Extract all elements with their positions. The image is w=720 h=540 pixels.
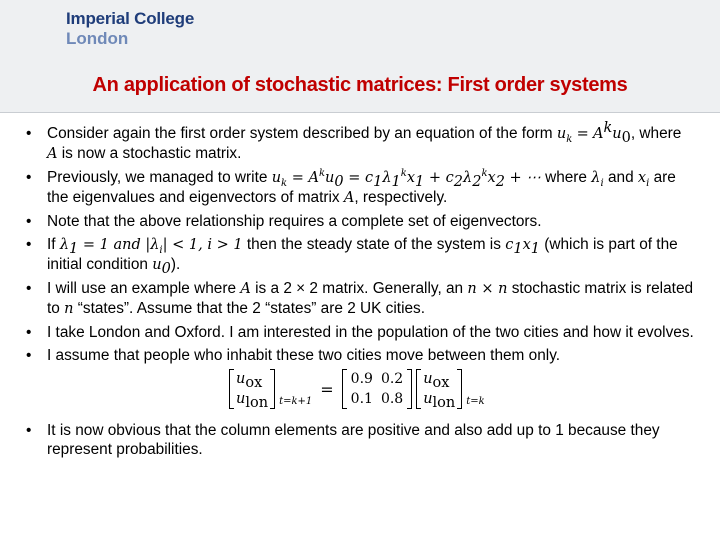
bullet-item-7: • I assume that people who inhabit these two cities move between them only. xyxy=(26,347,561,364)
matrix-equation xyxy=(26,369,696,415)
slide-header xyxy=(0,0,720,113)
math-condition: $\lambda_1 = 1$ and $|\lambda_i| < 1$, i > 1 xyxy=(59,237,243,257)
bullet-marker: • xyxy=(26,125,32,142)
bullet-item-3: • Note that the above relationship requires a complete set of eigenvectors. xyxy=(26,213,542,230)
bullet-item-5: • I will use an example where A is a 2 × 2 matrix. Generally, an n × n stochastic matrix is related to n “states”. Assume that the 2 “states” are 2 UK cities. xyxy=(26,280,694,317)
matrix-cell: 0.8 xyxy=(380,391,404,407)
math-uk-eq: $u_k$ xyxy=(556,126,573,145)
matrix-cell: 0.2 xyxy=(380,371,404,387)
logo-line-2: London xyxy=(66,29,129,48)
logo-line-1: Imperial College xyxy=(66,9,195,28)
matrix-cell: 0.9 xyxy=(350,371,373,387)
lhs-subscript: t=k+1 xyxy=(279,396,313,407)
lhs-vector: $u_{ox}$ $u_{lon}$ xyxy=(229,369,275,409)
imperial-college-logo xyxy=(66,9,194,49)
bullet-marker: • xyxy=(26,236,32,253)
equals-sign: = xyxy=(320,379,334,399)
slide-content xyxy=(26,119,696,463)
bullet-marker: • xyxy=(26,169,32,186)
rhs-vector: $u_{ox}$ $u_{lon}$ xyxy=(416,369,462,409)
bullet-item-6: • I take London and Oxford. I am interested in the population of the two cities and how it evolves. xyxy=(26,324,694,341)
transition-matrix xyxy=(342,369,413,409)
bullet-marker: • xyxy=(26,347,32,364)
bullet-item-4: • If $\lambda_1 = 1$ and $|\lambda_i| < 1$, i > 1 then the steady state of the system is $c_1x_1$ (which is part of the initial condition $u_0$). xyxy=(26,236,678,277)
slide-title: An application of stochastic matrices: First order systems xyxy=(92,74,628,96)
matrix-cell: 0.1 xyxy=(350,391,373,407)
bullet-marker: • xyxy=(26,280,32,297)
rhs-subscript: t=k xyxy=(466,396,485,407)
bullet-marker: • xyxy=(26,213,32,230)
math-expansion: $u_k = A^ku_0 = c_1\lambda_1^kx_1 + c_2\lambda_2^kx_2$ + ⋯ xyxy=(271,168,541,190)
bullet-marker: • xyxy=(26,422,32,439)
bullet-item-1: • Consider again the first order system described by an equation of the form $u_k = A^ku_0$, where A is now a stochastic matrix. xyxy=(26,119,682,162)
bullet-marker: • xyxy=(26,324,32,341)
bullet-item-2: • Previously, we managed to write $u_k = A^ku_0 = c_1\lambda_1^kx_1 + c_2\lambda_2^kx_2$ + ⋯ where $\lambda_i$ and $x_i$ are the eigenvalues and eigenvectors of matrix A, respectively. xyxy=(26,168,676,206)
bullet-item-8: • It is now obvious that the column elements are positive and also add up to 1 because they represent probabilities. xyxy=(26,422,660,458)
